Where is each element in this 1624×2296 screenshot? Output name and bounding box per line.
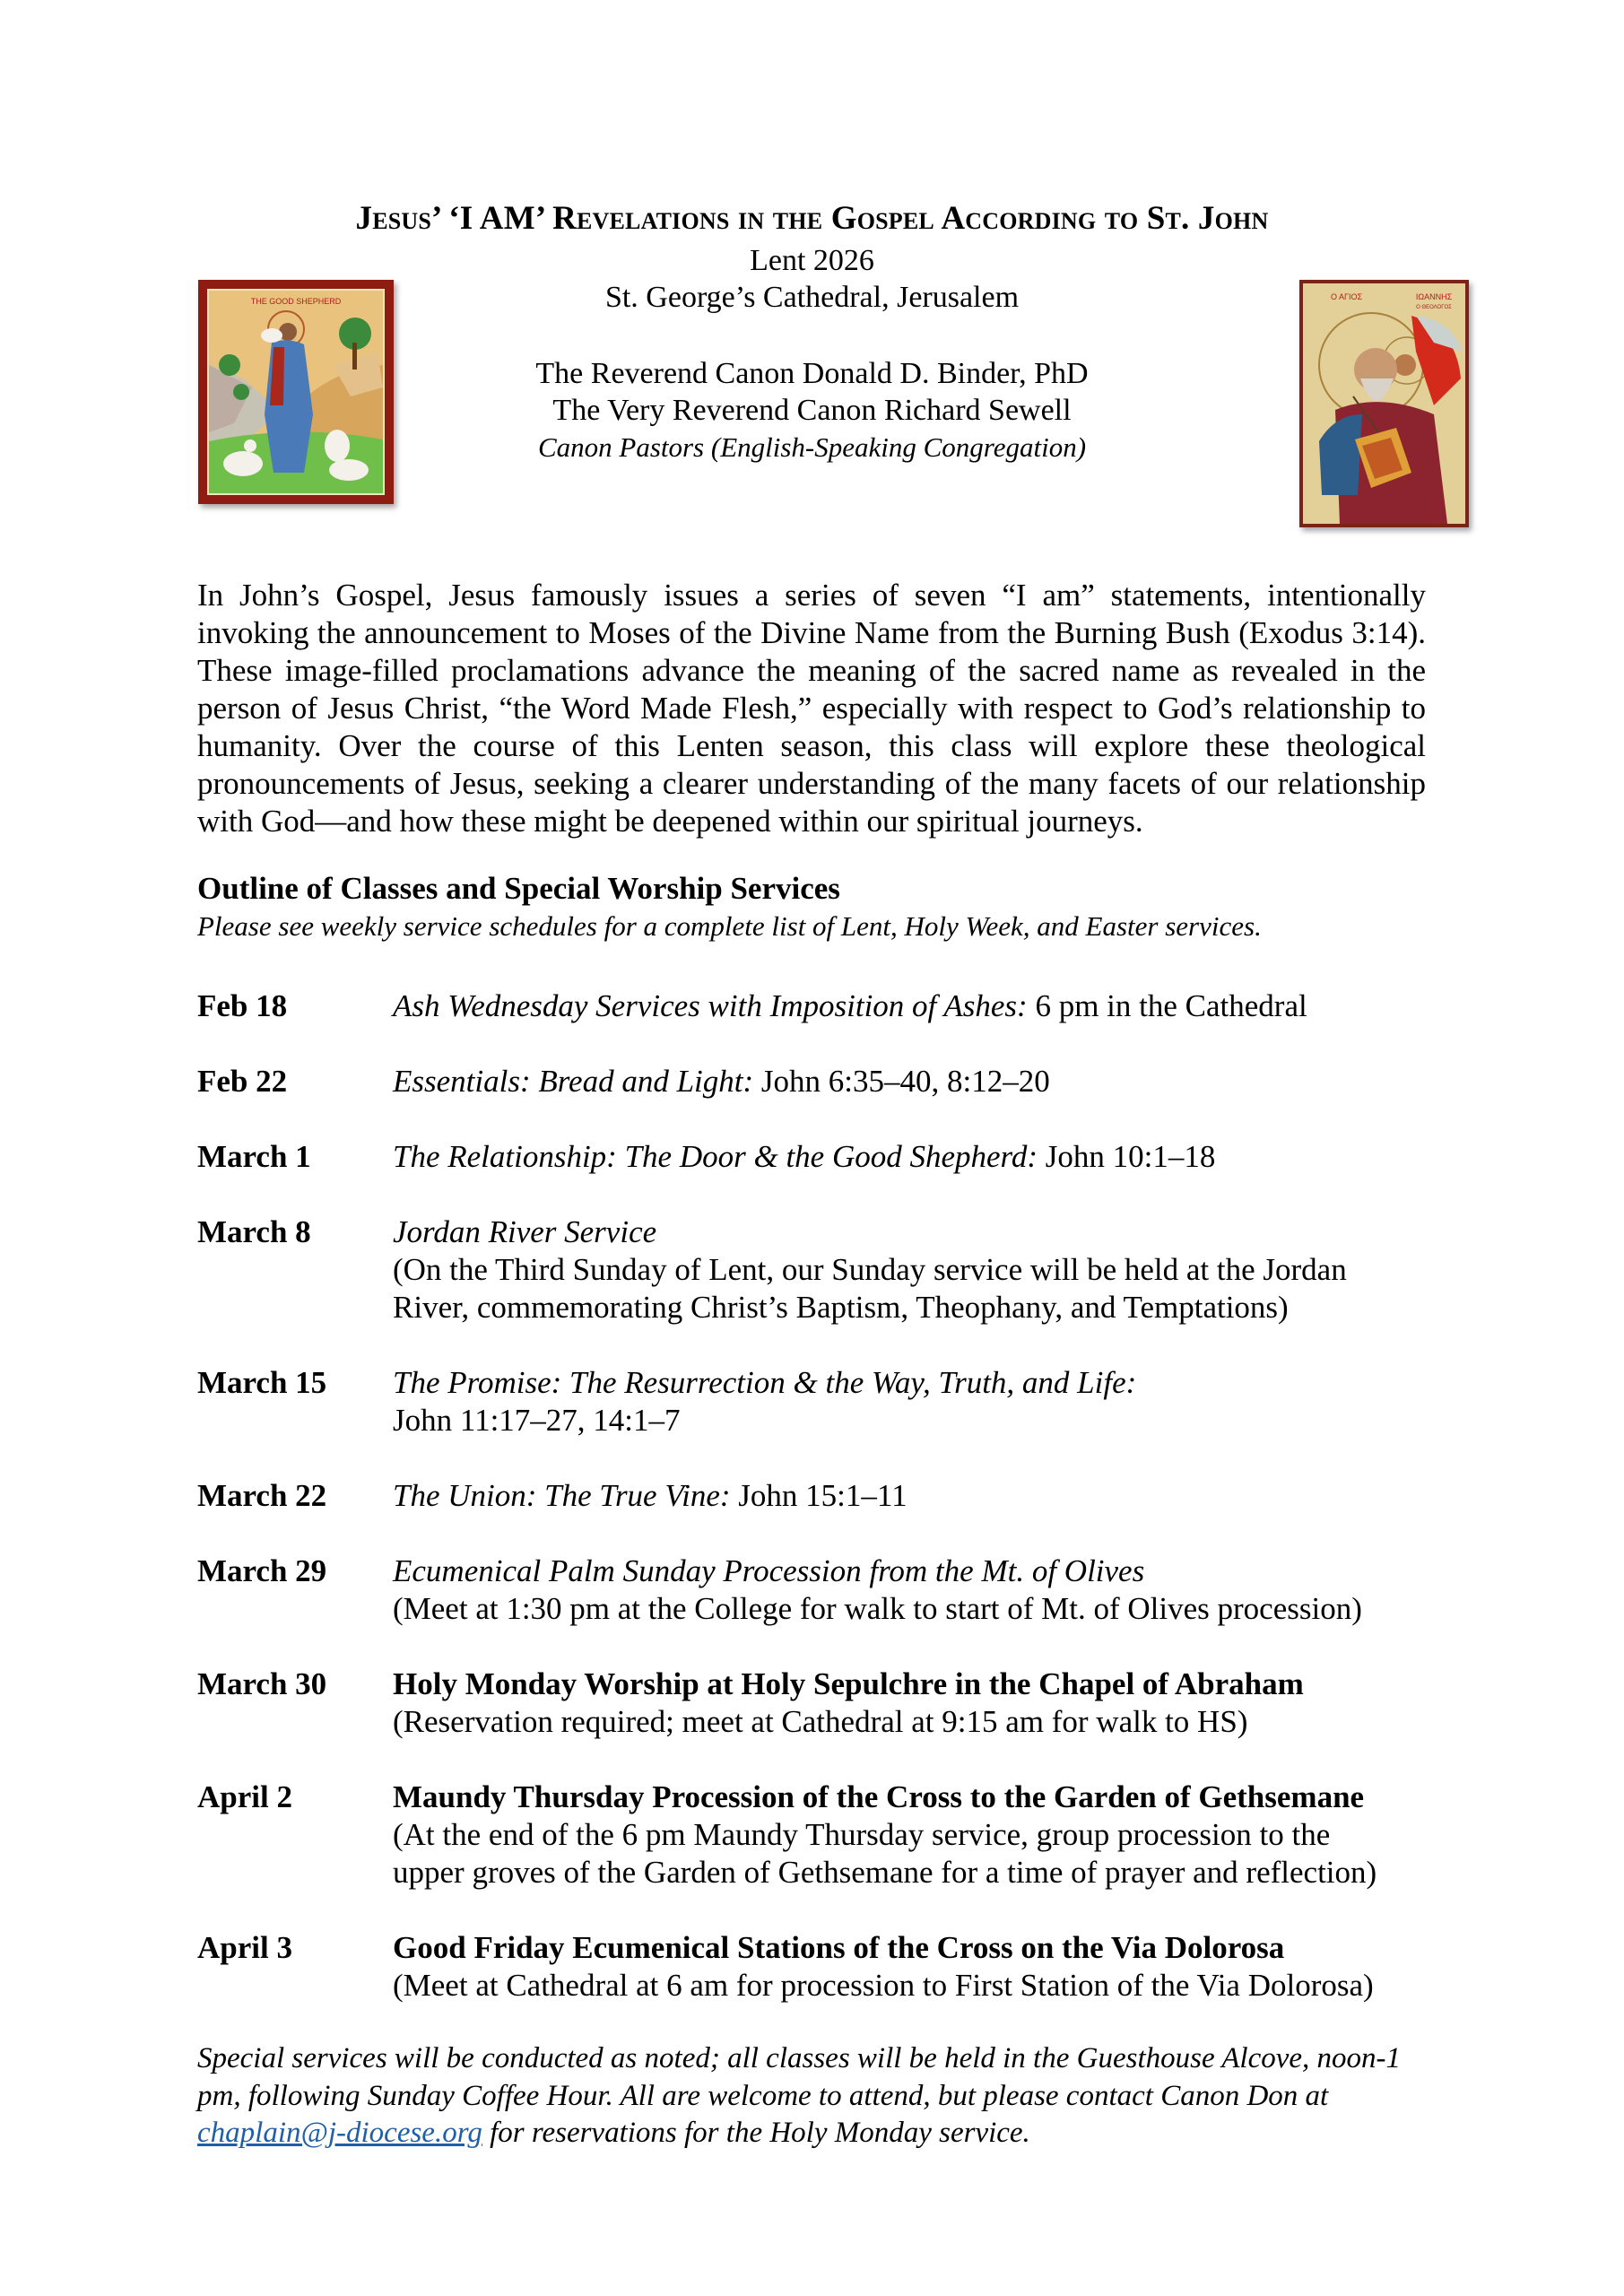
- schedule-row: [197, 1779, 1453, 1892]
- event-title: The Relationship: The Door & the Good Shepherd:: [393, 1139, 1038, 1174]
- footer-text-after: for reservations for the Holy Monday service.: [482, 2117, 1030, 2149]
- st-john-caption-right: ΙΩΑΝΝΗΣ: [1415, 292, 1453, 301]
- presenter-role: Canon Pastors (English-Speaking Congregation): [537, 431, 1087, 463]
- outline-note: Please see weekly service schedules for a complete list of Lent, Holy Week, and Easter services.: [197, 910, 1262, 942]
- schedule-event: [393, 1779, 1453, 1892]
- schedule-row: [197, 1063, 1453, 1100]
- schedule-event: [393, 1929, 1453, 2005]
- presenter-2: The Very Reverend Canon Richard Sewell: [552, 394, 1072, 427]
- schedule-date: March 8: [197, 1214, 311, 1249]
- schedule-row: [197, 987, 1453, 1025]
- schedule-row: [197, 1665, 1453, 1741]
- schedule-event: [393, 1665, 1453, 1741]
- event-note-line: (Meet at 1:30 pm at the College for walk to start of Mt. of Olives procession): [393, 1591, 1362, 1626]
- schedule-row: [197, 1477, 1453, 1515]
- event-detail: John 15:1–11: [730, 1478, 908, 1513]
- schedule-date: March 1: [197, 1139, 311, 1174]
- event-title: Holy Monday Worship at Holy Sepulchre in the Chapel of Abraham: [393, 1666, 1304, 1701]
- schedule-row: [197, 1213, 1453, 1326]
- document-title: Jesus’ ‘I AM’ Revelations in the Gospel According to St. John: [355, 200, 1269, 237]
- footer-text-before: Special services will be conducted as noted; all classes will be held in the Guesthouse Alcove, noon-1 pm, following Sunday Coffee Hour. All are welcome to attend, but please contact Canon Don at: [197, 2042, 1402, 2112]
- st-john-image: [1299, 280, 1469, 527]
- schedule-date: April 2: [197, 1779, 292, 1814]
- event-title: Maundy Thursday Procession of the Cross to the Garden of Gethsemane: [393, 1779, 1365, 1814]
- outline-heading: Outline of Classes and Special Worship Services: [197, 871, 840, 906]
- schedule-row: [197, 1138, 1453, 1176]
- season-line: Lent 2026: [750, 244, 874, 277]
- event-first-line: [393, 1552, 1453, 1590]
- location-line: St. George’s Cathedral, Jerusalem: [604, 281, 1020, 314]
- schedule-date: March 29: [197, 1553, 327, 1588]
- schedule-date: April 3: [197, 1930, 292, 1965]
- event-detail: 6 pm in the Cathedral: [1027, 988, 1307, 1023]
- st-john-caption-left: Ο ΑΓΙΟΣ: [1331, 292, 1363, 301]
- schedule-list: [197, 987, 1453, 2042]
- schedule-row: [197, 1364, 1453, 1439]
- event-note-line: (On the Third Sunday of Lent, our Sunday service will be held at the Jordan: [393, 1252, 1347, 1287]
- presenter-1: The Reverend Canon Donald D. Binder, PhD: [535, 357, 1089, 390]
- event-title: Jordan River Service: [393, 1214, 657, 1249]
- event-title: Essentials: Bread and Light:: [393, 1064, 754, 1099]
- schedule-date: March 22: [197, 1478, 327, 1513]
- event-detail: John 10:1–18: [1038, 1139, 1216, 1174]
- schedule-date: March 30: [197, 1666, 327, 1701]
- schedule-date: March 15: [197, 1365, 327, 1400]
- event-first-line: [393, 1063, 1453, 1100]
- event-first-line: [393, 1779, 1453, 1816]
- good-shepherd-caption: THE GOOD SHEPHERD: [250, 297, 342, 306]
- event-first-line: [393, 1477, 1453, 1515]
- schedule-date: Feb 18: [197, 988, 288, 1023]
- schedule-event: [393, 1138, 1453, 1176]
- schedule-row: [197, 1929, 1453, 2005]
- event-first-line: [393, 1665, 1453, 1703]
- schedule-event: [393, 1063, 1453, 1100]
- footer-note: [197, 2040, 1430, 2152]
- good-shepherd-image: [198, 280, 394, 504]
- event-title: Ash Wednesday Services with Imposition of Ashes:: [393, 988, 1028, 1023]
- st-john-caption-sub: Ο ΘΕΟΛΟΓΟΣ: [1416, 305, 1452, 310]
- event-detail: John 6:35–40, 8:12–20: [753, 1064, 1050, 1099]
- intro-paragraph: In John’s Gospel, Jesus famously issues a series of seven “I am” statements, intentionally invoking the announcement to Moses of the Divine Name from the Burning Bush (Exodus 3:14). These image-filled proclamations advance the meaning of the sacred name as revealed in the person of Jesus Christ, “the Word Made Flesh,” especially with respect to God’s relationship to humanity. Over the course of this Lenten season, this class will explore these theological pronouncements of Jesus, seeking a clearer understanding of the many facets of our relationship with God—and how these might be deepened within our spiritual journeys.: [197, 578, 1426, 839]
- event-note-line: John 11:17–27, 14:1–7: [393, 1403, 681, 1438]
- event-note-line: (At the end of the 6 pm Maundy Thursday service, group procession to the: [393, 1817, 1331, 1852]
- event-first-line: [393, 1929, 1453, 1967]
- schedule-date: Feb 22: [197, 1064, 288, 1099]
- event-title: Ecumenical Palm Sunday Procession from the Mt. of Olives: [393, 1553, 1145, 1588]
- event-first-line: [393, 1364, 1453, 1402]
- event-title: The Promise: The Resurrection & the Way, Truth, and Life:: [393, 1365, 1137, 1400]
- event-title: Good Friday Ecumenical Stations of the Cross on the Via Dolorosa: [393, 1930, 1285, 1965]
- event-note-line: River, commemorating Christ’s Baptism, Theophany, and Temptations): [393, 1290, 1289, 1325]
- st-john-icon: [1299, 280, 1469, 527]
- schedule-event: [393, 987, 1453, 1025]
- event-note-line: (Reservation required; meet at Cathedral at 9:15 am for walk to HS): [393, 1704, 1248, 1739]
- event-note-line: (Meet at Cathedral at 6 am for procession to First Station of the Via Dolorosa): [393, 1968, 1374, 2003]
- schedule-event: [393, 1364, 1453, 1439]
- schedule-event: [393, 1552, 1453, 1628]
- schedule-event: [393, 1213, 1453, 1326]
- event-first-line: [393, 1213, 1453, 1251]
- contact-email-link[interactable]: chaplain@j-diocese.org: [197, 2117, 482, 2149]
- event-title: The Union: The True Vine:: [393, 1478, 731, 1513]
- schedule-row: [197, 1552, 1453, 1628]
- schedule-event: [393, 1477, 1453, 1515]
- good-shepherd-icon: [198, 280, 394, 504]
- event-note-line: upper groves of the Garden of Gethsemane for a time of prayer and reflection): [393, 1855, 1377, 1890]
- event-first-line: [393, 987, 1453, 1025]
- event-first-line: [393, 1138, 1453, 1176]
